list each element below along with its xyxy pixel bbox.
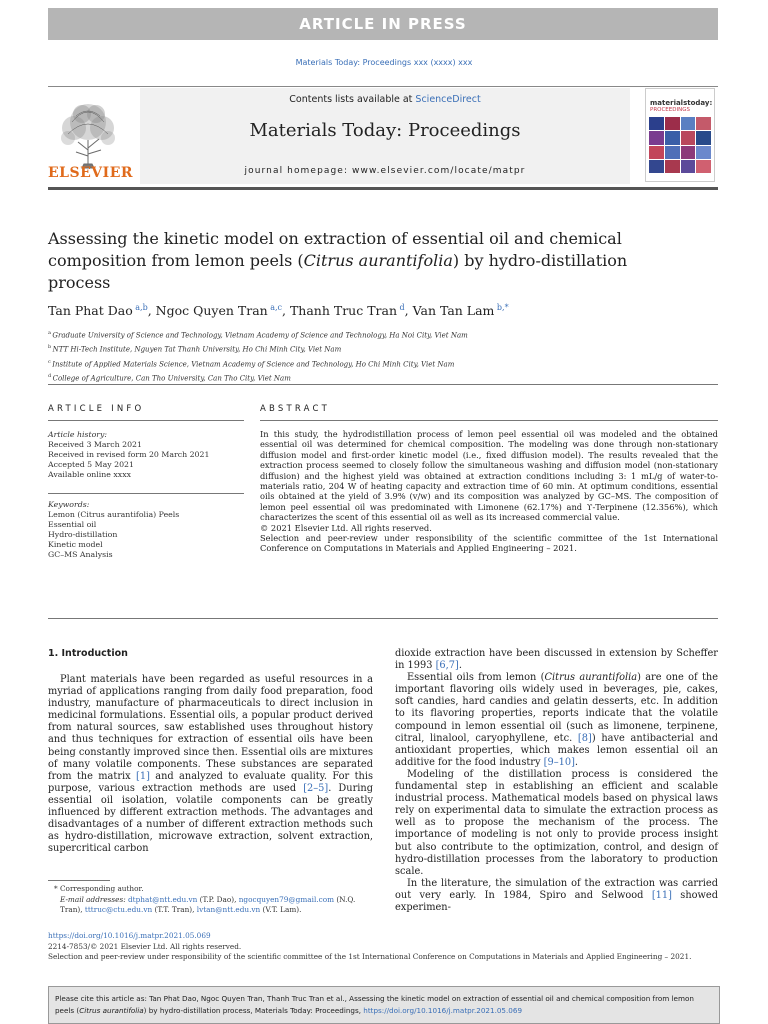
citation-link[interactable]: [6,7] xyxy=(435,660,459,672)
text-run: ) have antibacterial and antioxidant properties, which makes lemon essential oil an additive for the food industry xyxy=(395,732,718,768)
affiliation-text: NTT Hi-Tech Institute, Nguyen Tat Thanh University, Ho Chi Minh City, Viet Nam xyxy=(52,345,342,354)
intro-right-column xyxy=(395,648,718,914)
keyword-item: GC–MS Analysis xyxy=(48,550,113,559)
keywords-label: Keywords: xyxy=(48,500,90,509)
abstract-copyright: © 2021 Elsevier Ltd. All rights reserved. xyxy=(260,522,432,533)
text-run: ) by hydro-distillation process, Materials Today: Proceedings, xyxy=(143,1006,364,1015)
affiliation-item xyxy=(48,356,718,370)
keyword-item: Kinetic model xyxy=(48,540,103,549)
header-rule-bottom xyxy=(48,187,718,190)
title-part-1: Assessing the kinetic model on extraction of essential oil and chemical composition from lemon peels ( xyxy=(48,229,622,270)
email-link[interactable]: lvtan@ntt.edu.vn xyxy=(196,905,261,914)
journal-reference[interactable]: Materials Today: Proceedings xxx (xxxx) xxx xyxy=(295,58,473,67)
email-owner: (N.Q. Tran), xyxy=(60,894,356,914)
cover-subtitle: PROCEEDINGS xyxy=(650,107,690,113)
introduction-heading: 1. Introduction xyxy=(48,648,128,659)
paper-title xyxy=(48,228,658,294)
citation-link[interactable]: [2–5] xyxy=(303,782,329,794)
email-link[interactable]: tttruc@ctu.edu.vn xyxy=(84,905,153,914)
author-affiliation-link[interactable]: d xyxy=(399,303,405,312)
history-item: Received in revised form 20 March 2021 xyxy=(48,450,210,459)
intro-paragraph: Modeling of the distillation process is considered the fundamental step in establishing an efficient and scalable industrial process. Mathematical models based on physical laws rely on experimental data to simulate the extraction process as well as to propose the mechanism of the process. The importance of modeling is not only to provide process insight but also contribute to the optimization, control, and design of hydro-distillation processes from the laboratory to production scale. xyxy=(395,768,718,877)
keyword-item: Lemon (Citrus aurantifolia) Peels xyxy=(48,510,180,519)
history-item: Available online xxxx xyxy=(48,470,131,479)
species-italic: Citrus aurantifolia xyxy=(79,1006,144,1015)
divider xyxy=(48,420,244,421)
header-rule-top xyxy=(48,86,718,87)
cite-this-article-box xyxy=(48,986,720,1024)
title-part-2: ) by hydro-distillation process xyxy=(48,251,628,292)
email-label: E-mail addresses: xyxy=(60,894,129,904)
article-info-heading: ARTICLE INFO xyxy=(48,404,145,414)
sciencedirect-link[interactable]: ScienceDirect xyxy=(415,94,481,105)
email-link[interactable]: dtphat@ntt.edu.vn xyxy=(128,894,198,904)
keyword-item: Hydro-distillation xyxy=(48,530,118,539)
contents-prefix: Contents lists available at xyxy=(289,94,416,105)
divider xyxy=(48,618,718,619)
citation-link[interactable]: [9–10] xyxy=(543,756,575,768)
author-name: Ngoc Quyen Tran xyxy=(155,303,268,319)
abstract-heading: ABSTRACT xyxy=(260,404,331,414)
citation-link[interactable]: [8] xyxy=(577,732,592,744)
text-run: . xyxy=(458,660,462,672)
issn-copyright: 2214-7853/© 2021 Elsevier Ltd. All rights reserved. xyxy=(48,941,242,951)
abstract-paragraph: In this study, the hydrodistillation process of lemon peel essential oil was modeled and the obtained essential oil was determined for chemical composition. The modeling was done through non-stationary diffusion model and first-order kinetic model (i.e., fixed diffusion model). The results revealed that the extraction process seemed to closely follow the simultaneous washing and diffusion model (non-stationary diffusion) and the highest yield was obtained at extraction conditions including 3: 1 mL/g of water-to-materials ratio, 204 W of heating capacity and extraction time of 60 min. At optimum conditions, essential oils obtained at the yield of 3.9% (v/w) and its composition was analyzed by GC–MS. The composition of lemon peel essential oil was predominated with Limonene (62.17%) and ϒ-Terpinene (12.356%), which characterizes the scent of this essential oil as well as its increased commercial value. xyxy=(260,429,718,523)
elsevier-wordmark[interactable]: ELSEVIER xyxy=(48,165,134,181)
text-run: and analyzed to evaluate quality. For this purpose, various extraction methods are used xyxy=(48,770,373,794)
contents-available-line xyxy=(140,94,630,105)
email-link[interactable]: ngocquyen79@gmail.com xyxy=(238,894,335,904)
keywords xyxy=(48,500,179,560)
author-name: Tan Phat Dao xyxy=(48,303,133,319)
journal-cover-thumbnail[interactable] xyxy=(645,88,715,182)
affiliation-item xyxy=(48,327,718,341)
cover-image-grid xyxy=(649,117,711,173)
author-name: Van Tan Lam xyxy=(412,303,495,319)
journal-homepage-link[interactable]: journal homepage: www.elsevier.com/locate/matpr xyxy=(244,166,526,176)
affiliation-text: Institute of Applied Materials Science, Vietnam Academy of Science and Technology, Ho Chi Minh City, Viet Nam xyxy=(52,359,455,368)
title-italic-species: Citrus aurantifolia xyxy=(303,251,453,270)
author-affiliation-link[interactable]: a,c xyxy=(270,303,282,312)
text-run: ) are one of the important flavoring oils widely used in beverages, pie, cakes, soft candies, hard candies and gelatin desserts, etc. In addition to its flavoring properties, reports indicate that the volatile compound in lemon essential oil (such as limonene, terpinene, citral, linalool, caryophyllene, etc. xyxy=(395,672,718,744)
affiliation-item xyxy=(48,341,718,355)
affiliation-key: c xyxy=(48,358,51,365)
affiliation-key: a xyxy=(48,330,51,336)
email-owner: (T.P. Dao), xyxy=(197,894,239,904)
email-owner: (T.T. Tran), xyxy=(152,905,197,914)
text-run: In the literature, the simulation of the extraction was carried out very early. In 1984, Spiro and Selwood xyxy=(395,877,718,901)
abstract-body xyxy=(260,429,718,554)
affiliation-key: d xyxy=(48,372,52,379)
affiliation-list xyxy=(48,327,718,384)
journal-title: Materials Today: Proceedings xyxy=(249,120,521,141)
corresponding-author-note: * Corresponding author. xyxy=(54,884,144,893)
citation-link[interactable]: [11] xyxy=(651,889,672,901)
citation-link[interactable]: [1] xyxy=(136,770,150,782)
article-in-press-banner: ARTICLE IN PRESS xyxy=(48,8,718,40)
text-run: Plant materials have been regarded as useful resources in a myriad of applications ranging from daily food preparation, food industry, manufacture of pharmaceuticals to direct inclusion in medicinal formulations. Essential oils, a popular product derived from natural sources, saw established uses throughout history and thus techniques for extraction of essential oils have been being constantly improved since then. Essential oils are mixtures of many volatile components. These substances are separated from the matrix xyxy=(48,674,373,782)
cover-title: materialstoday: xyxy=(650,99,713,107)
footnotes xyxy=(48,884,373,916)
abstract-peer-review: Selection and peer-review under responsibility of the scientific committee of the 1st International Conference on Computations in Materials and Applied Engineering – 2021. xyxy=(260,533,718,554)
intro-paragraph xyxy=(48,674,373,855)
divider xyxy=(260,420,718,421)
doi-link[interactable]: https://doi.org/10.1016/j.matpr.2021.05.069 xyxy=(48,931,211,940)
bottom-metadata xyxy=(48,931,728,963)
text-run: Essential oils from lemon ( xyxy=(407,672,545,684)
cite-doi-link[interactable]: https://doi.org/10.1016/j.matpr.2021.05.069 xyxy=(363,1006,523,1015)
intro-paragraph-continued xyxy=(395,648,718,672)
article-history xyxy=(48,430,209,480)
divider xyxy=(48,384,718,385)
species-italic: Citrus aurantifolia xyxy=(544,672,638,684)
email-owner: (V.T. Lam). xyxy=(260,905,302,914)
history-item: Received 3 March 2021 xyxy=(48,440,142,449)
author-name: Thanh Truc Tran xyxy=(289,303,398,319)
text-run: . During essential oil isolation, volatile components can be greatly influenced by different extraction methods. The advantages and disadvantages of a number of different extraction methods such as hydro-distillation, microwave extraction, solvent extraction, supercritical carbon xyxy=(48,782,373,855)
author-list: Tan Phat Dao $^{a,b}$, Ngoc Quyen Tran $^{a,c}$, Thanh Truc Tran $^d$, Van Tan Lam $^{b,*}$ xyxy=(48,303,509,319)
intro-left-column xyxy=(48,674,373,855)
author-affiliation-link[interactable]: a,b xyxy=(135,303,148,312)
text-run: Please cite this article as: Tan Phat Dao, Ngoc Quyen Tran, Thanh Truc Tran et al., Assessing the kinetic model on extraction of essential oil and chemical composition from lemon peels ( xyxy=(55,994,694,1015)
affiliation-key: b xyxy=(48,344,52,351)
text-run: . xyxy=(574,756,579,768)
peer-review-note: Selection and peer-review under responsibility of the scientific committee of the 1st International Conference on Computations in Materials and Applied Engineering – 2021. xyxy=(48,952,692,961)
intro-paragraph xyxy=(395,878,718,914)
text-run: showed experimen- xyxy=(395,889,718,913)
history-item: Accepted 5 May 2021 xyxy=(48,460,134,469)
history-label: Article history: xyxy=(48,430,108,439)
intro-paragraph xyxy=(395,672,718,769)
author-affiliation-link[interactable]: b,* xyxy=(496,303,509,312)
affiliation-item xyxy=(48,370,718,384)
text-run: dioxide extraction have been discussed in extension by Scheffer in 1993 xyxy=(395,648,718,672)
email-addresses xyxy=(48,895,373,916)
affiliation-text: Graduate University of Science and Technology, Vietnam Academy of Science and Technology, Ha Noi City, Viet Nam xyxy=(52,331,468,340)
divider xyxy=(48,493,244,494)
affiliation-text: College of Agriculture, Can Tho University, Can Tho City, Viet Nam xyxy=(52,374,291,383)
keyword-item: Essential oil xyxy=(48,520,97,529)
footnote-divider xyxy=(48,880,110,881)
